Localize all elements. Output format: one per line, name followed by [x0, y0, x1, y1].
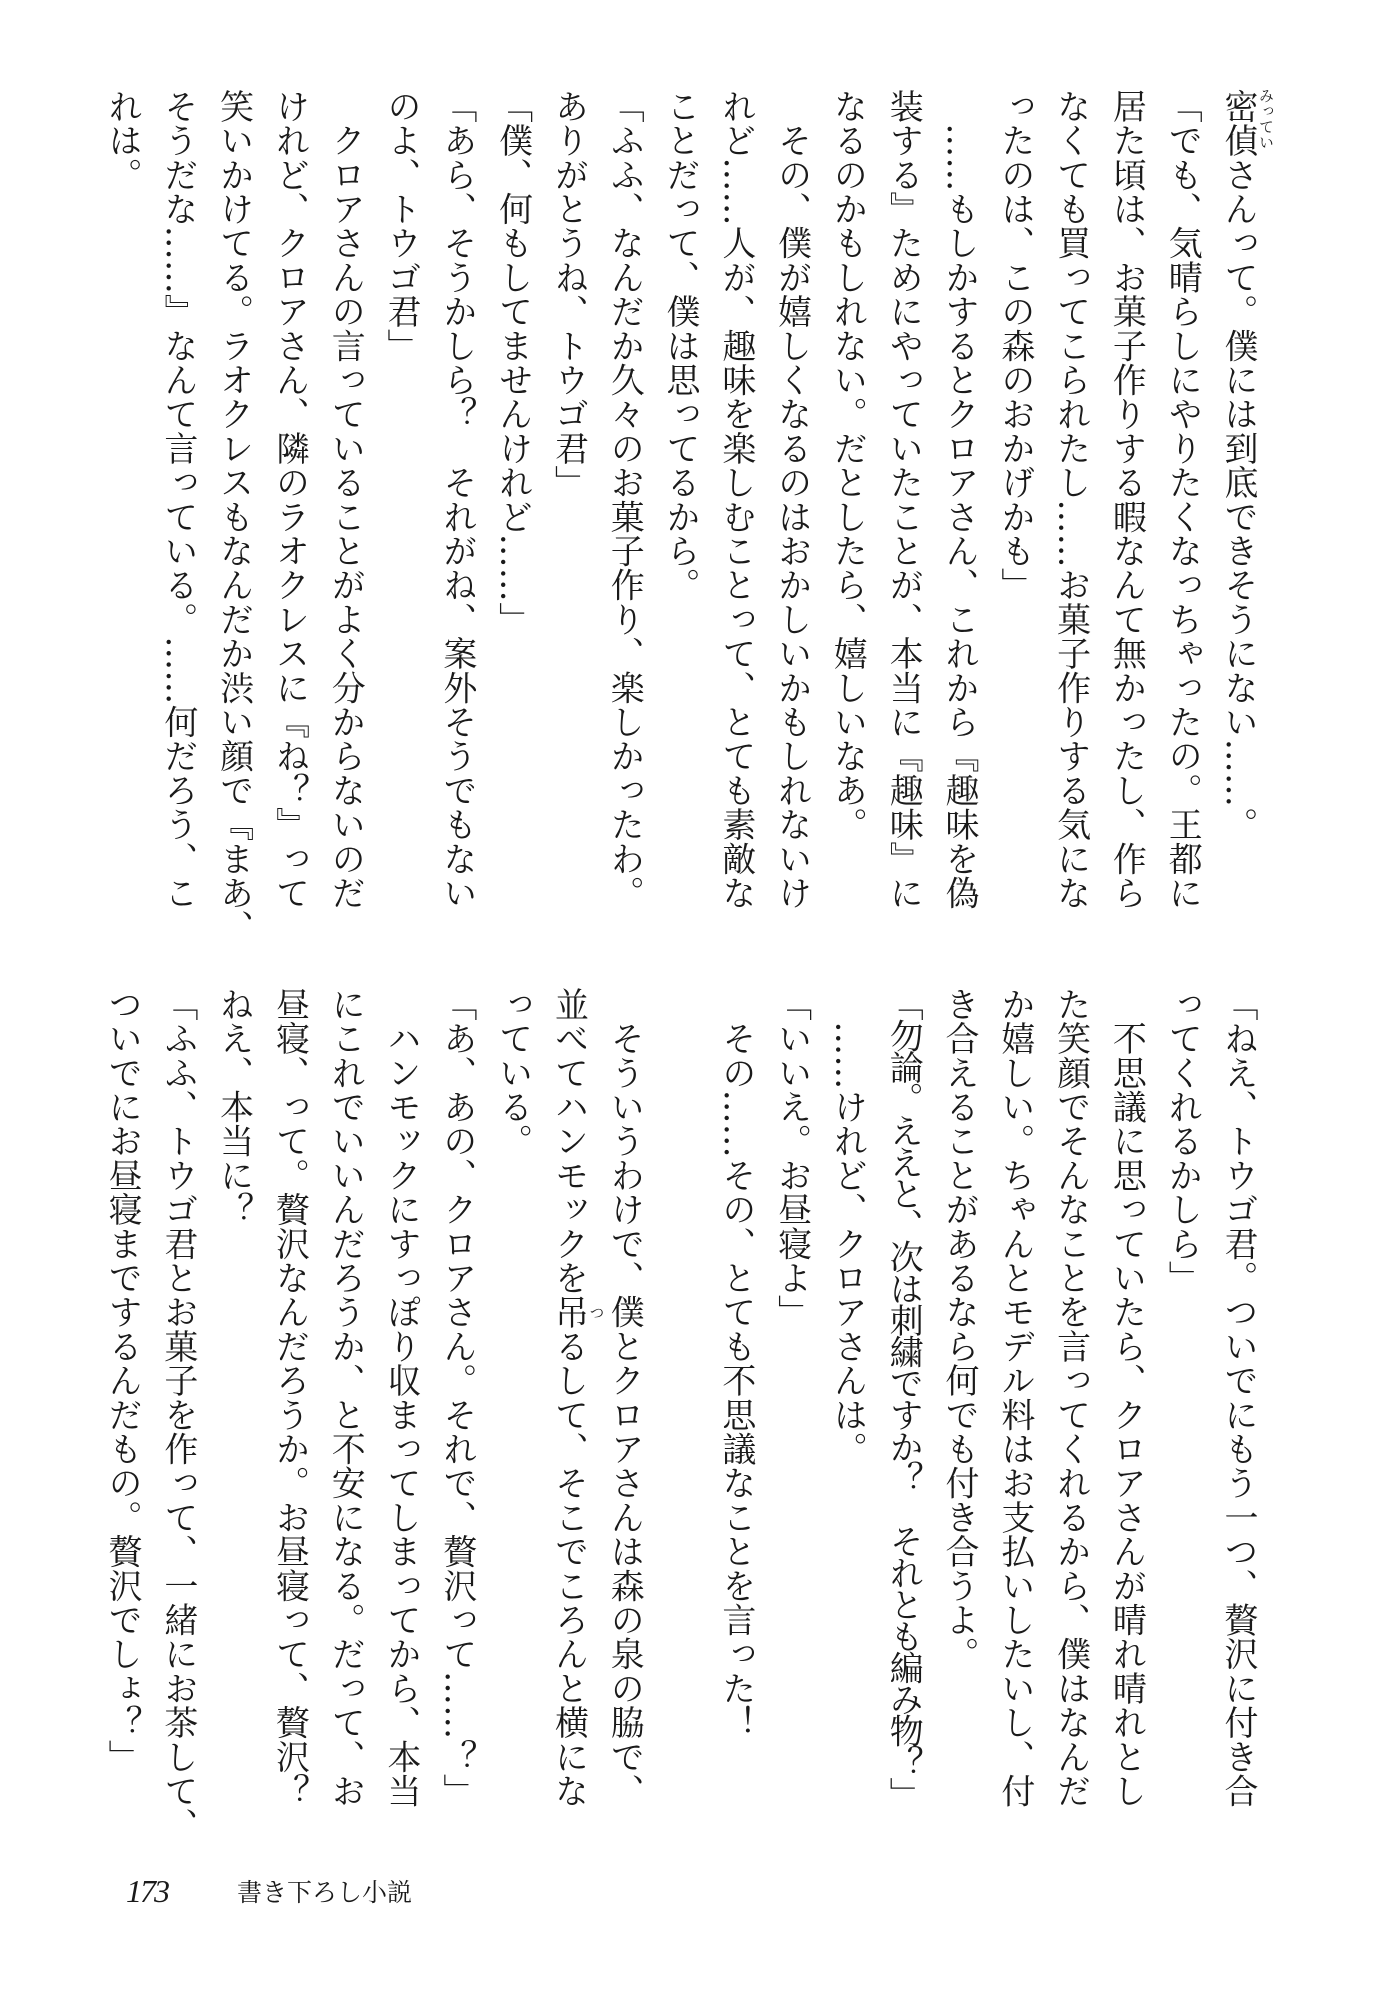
text-column: そういうわけで、僕とクロアさんは森の泉の脇で、: [604, 987, 645, 1808]
text-column: 「あら、そうかしら？ それがね、案外そうでもない: [436, 89, 477, 910]
column-text: るして、そこでころんと横にな: [548, 1329, 589, 1808]
text-column: っている。: [492, 987, 533, 1158]
ruby-reading: つ: [587, 1304, 606, 1321]
text-column: 居た頃は、お菓子作りする暇なんて無かったし、作ら: [1106, 89, 1147, 910]
text-column: なるのかもしれない。だとしたら、嬉しいなあ。: [827, 89, 868, 842]
text-column: き合えることがあるなら何でも付き合うよ。: [939, 987, 980, 1671]
column-text: さんって。僕には到底できそうにない……。: [1218, 157, 1258, 842]
text-column: 不思議に思っていたら、クロアさんが晴れ晴れとし: [1106, 987, 1147, 1808]
text-column: ありがとうね、トウゴ君」: [548, 89, 589, 500]
text-column: ねえ、本当に？: [213, 987, 254, 1227]
upper-text-block: [93, 88, 1275, 944]
ruby-reading: みってい: [1257, 88, 1275, 150]
text-column: 「ふふ、なんだか久々のお菓子作り、楽しかったわ。: [604, 89, 645, 910]
text-column: 「僕、何もしてませんけれど……」: [492, 89, 533, 637]
text-column: ついでにお昼寝までするんだもの。贅沢でしょ？」: [102, 987, 143, 1774]
text-column: [1209, 88, 1275, 919]
page-number: 173: [126, 1873, 168, 1909]
text-column: 「ねえ、トウゴ君。ついでにもう一つ、贅沢に付き合: [1218, 987, 1258, 1808]
text-column: にこれでいいんだろうか、と不安になる。だって、お: [325, 987, 366, 1808]
text-column: ことだって、僕は思ってるから。: [660, 89, 701, 602]
text-column: のよ、トウゴ君」: [381, 89, 422, 363]
text-column: 「勿論。ええと、次は刺繍ですか？ それとも編み物？」: [883, 987, 924, 1809]
ruby-annotated-word: [548, 1294, 606, 1330]
column-text: 並べてハンモックを: [548, 987, 589, 1295]
text-column: なくても買ってこられたし……お菓子作りする気にな: [1050, 89, 1091, 910]
text-column: れど……人が、趣味を楽しむことって、とても素敵な: [715, 89, 756, 910]
scene-break-blank-column: [651, 987, 707, 1817]
text-column: ってくれるかしら」: [1162, 987, 1203, 1295]
text-column: クロアさんの言っていることがよく分からないのだ: [325, 89, 366, 910]
ruby-annotated-word: [1218, 88, 1275, 158]
text-column: その、僕が嬉しくなるのはおかしいかもしれないけ: [771, 89, 812, 910]
text-column: けれど、クロアさん、隣のラオクレスに『ね？』って: [269, 89, 310, 910]
text-column: 装する』ためにやっていたことが、本当に『趣味』に: [883, 89, 924, 910]
text-column: か嬉しい。ちゃんとモデル料はお支払いしたいし、付: [994, 987, 1035, 1808]
text-column: れは。: [102, 89, 143, 192]
text-column: 「ふふ、トウゴ君とお菓子を作って、一緒にお茶して、: [157, 987, 198, 1842]
text-column: そうだな……』なんて言っている。……何だろう、こ: [157, 89, 198, 910]
text-column: 「いいえ。お昼寝よ」: [771, 987, 812, 1329]
text-column: 笑いかけてる。ラオクレスもなんだか渋い顔で『まあ、: [213, 89, 254, 944]
text-column: [540, 987, 606, 1817]
text-column: ハンモックにすっぽり収まってしまってから、本当: [381, 987, 422, 1808]
text-column: ……もしかするとクロアさん、これから『趣味を偽: [939, 89, 980, 910]
text-column: ……けれど、クロアさんは。: [827, 987, 868, 1466]
ruby-base: 吊: [548, 1294, 589, 1330]
running-title: 書き下ろし小説: [237, 1878, 413, 1907]
ruby-base: 密偵: [1218, 89, 1258, 158]
text-column: 「あ、あの、クロアさん。それで、贅沢って……？」: [436, 987, 477, 1808]
lower-text-block: [93, 987, 1265, 1842]
text-column: その……その、とても不思議なことを言った！: [715, 987, 756, 1740]
text-column: た笑顔でそんなことを言ってくれるから、僕はなんだ: [1050, 987, 1091, 1808]
text-column: 「でも、気晴らしにやりたくなっちゃったの。王都に: [1162, 89, 1203, 910]
text-column: 昼寝、って。贅沢なんだろうか。お昼寝って、贅沢？: [269, 987, 310, 1808]
text-column: ったのは、この森のおかげかも」: [994, 89, 1035, 602]
